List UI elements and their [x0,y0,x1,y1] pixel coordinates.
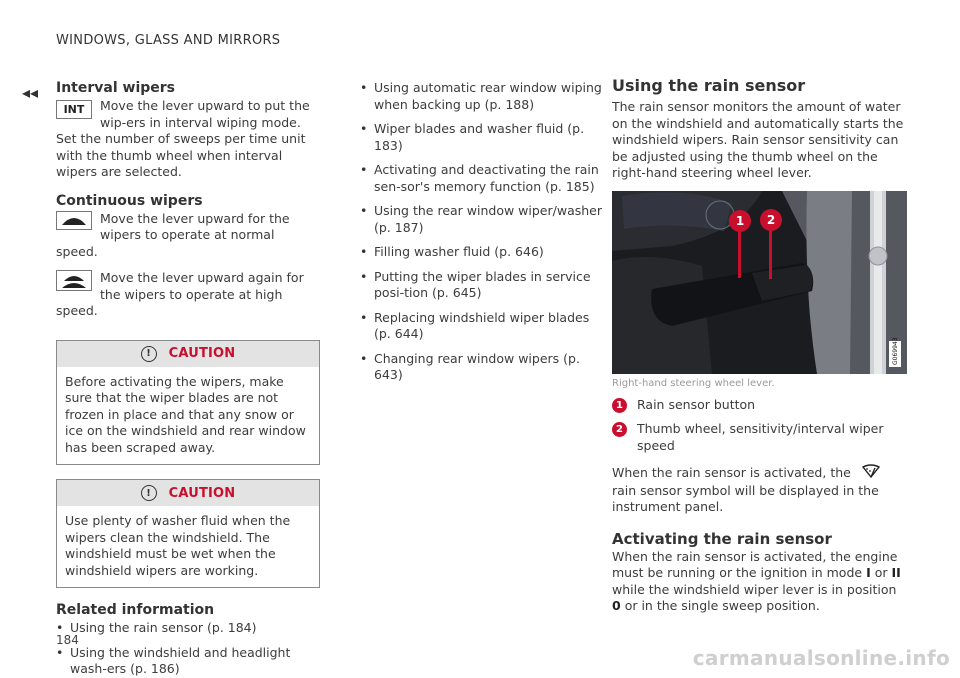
related-list-continued [360,80,602,384]
activating-text-part: When the rain sensor is activated, the engine must be running or the ignition in mode [612,548,898,580]
related-link[interactable]: • Using the windshield and headlight wash-ers (p. 186) [56,645,320,678]
related-list [56,620,320,678]
page-number: 184 [56,633,79,647]
steering-lever-illustration [612,191,907,374]
interval-text: Move the lever upward to put the wip-ers in interval wiping mode. Set the number of sweeps per time unit with the thumb wheel when interval wipers are selected. [56,98,310,179]
caution-title: CAUTION [168,485,236,501]
callout-text: Rain sensor button [637,396,756,412]
related-link[interactable]: • Wiper blades and washer fluid (p. 183) [360,121,602,154]
section-title: WINDOWS, GLASS AND MIRRORS [56,33,281,48]
activating-text-part: while the windshield wiper lever is in position [612,581,897,597]
caution-icon: ! [141,485,157,501]
int-symbol-icon [56,100,92,119]
caution-icon: ! [141,346,157,362]
rain-sensor-heading: Using the rain sensor [612,76,806,95]
steering-lever-photo [612,191,907,374]
normal-speed-icon [56,211,92,230]
related-link[interactable]: • Using automatic rear window wiping when backing up (p. 188) [360,80,602,113]
continuous-wipers-heading: Continuous wipers [56,192,203,209]
rain-sensor-symbol-text [612,464,907,516]
caution-title: CAUTION [168,346,236,361]
activating-rain-sensor-heading: Activating the rain sensor [612,529,832,548]
svg-text:2: 2 [766,212,776,227]
related-link[interactable]: • Replacing windshield wiper blades (p. 644) [360,310,602,343]
ignition-mode-i: I [866,565,871,580]
activating-text [612,549,907,615]
lever-position-0: 0 [612,598,621,613]
column-middle [360,80,602,384]
related-information-heading: Related information [56,602,215,618]
caution-text-washer: Use plenty of washer fluid when the wipers clean the windshield. The windshield must be wet when the windshield wipers are working. [65,513,291,578]
caution-header [57,341,319,367]
interval-wipers-heading: Interval wipers [56,80,175,96]
callout-number-badge: 1 [612,398,627,413]
related-link[interactable]: • Putting the wiper blades in service posi-tion (p. 645) [360,269,602,302]
column-right [612,76,907,615]
symbol-text-before: When the rain sensor is activated, the [612,464,851,480]
ignition-mode-ii: II [891,565,901,580]
high-speed-icon [56,270,92,291]
int-symbol-label: INT [63,103,85,116]
continuous-text-high: Move the lever upward again for the wipers to operate at high speed. [56,270,304,318]
related-link[interactable]: • Using the rear window wiper/washer (p. 187) [360,203,602,236]
callout-1 [612,397,907,414]
symbol-text-after: rain sensor symbol will be displayed in the instrument panel. [612,482,879,514]
caution-text-frozen: Before activating the wipers, make sure that the wiper blades are not frozen in place and that any snow or ice on the windshield and rear window has been scraped away. [65,373,306,455]
related-link[interactable]: • Filling washer fluid (p. 646) [360,244,602,261]
caution-header [57,480,319,506]
callout-text: Thumb wheel, sensitivity/interval wiper speed [637,421,884,453]
caution-box-washer [56,479,320,588]
watermark: carmanualsonline.info [692,646,950,670]
callout-number-badge: 2 [612,422,627,437]
activating-text-part: or in the single sweep position. [624,598,820,613]
svg-text:1: 1 [735,213,745,228]
figure-code: G069943 [892,336,899,365]
rain-sensor-intro: The rain sensor monitors the amount of water on the windshield and automatically starts the windshield wipers. Rain sensor sensitivity can be adjusted using the thumb wheel on the right-hand steering wheel lever. [612,99,904,180]
continuous-text-normal: Move the lever upward for the wipers to operate at normal speed. [56,210,290,259]
related-link[interactable]: • Activating and deactivating the rain sen-sor's memory function (p. 185) [360,162,602,195]
related-link[interactable]: • Changing rear window wipers (p. 643) [360,351,602,384]
back-marker[interactable]: ◂◂ [22,83,39,102]
callout-2 [612,421,907,454]
figure-caption: Right-hand steering wheel lever. [612,377,775,389]
caution-box-frozen [56,340,320,466]
column-left [56,80,320,678]
related-link[interactable]: • Using the rain sensor (p. 184) [56,620,320,637]
rain-sensor-symbol-icon [861,464,881,483]
activating-text-part: or [874,565,888,580]
